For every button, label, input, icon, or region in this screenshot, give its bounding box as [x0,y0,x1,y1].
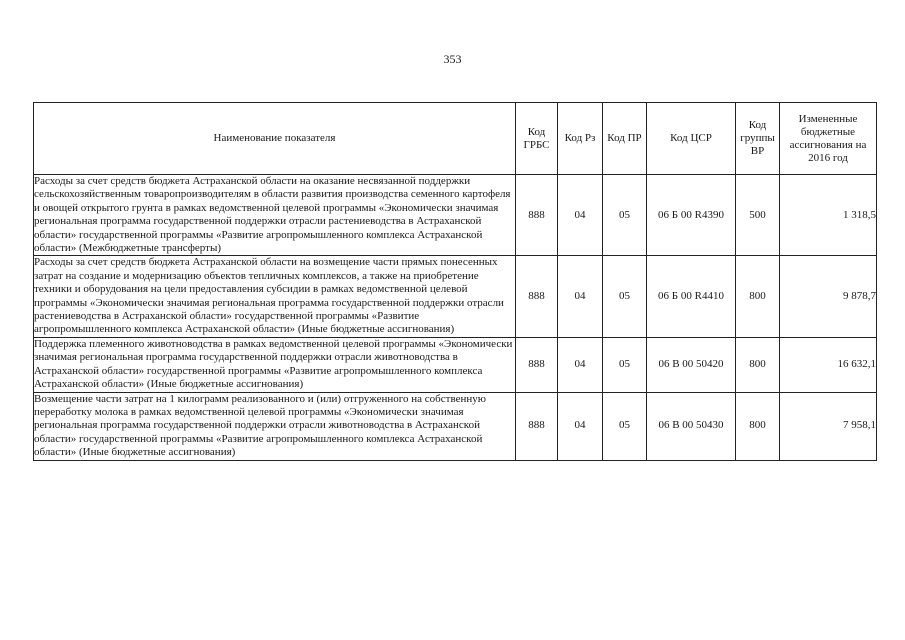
header-amount: Измененные бюджетные ассигнования на 2016 год [780,103,877,175]
row-vr: 800 [736,256,780,337]
table-row [34,337,877,392]
row-name: Расходы за счет средств бюджета Астраханской области на оказание несвязанной поддержки сельскохозяйственным товаропроизводителям в области развития производства семенного картофеля и овощей открытого грунта в рамках ведомственной целевой программы «Экономически значимая региональная программа государственной поддержки отрасли растениеводства в Астраханской области» государственной программы «Развитие агропромышленного комплекса Астраханской области» (Межбюджетные трансферты) [34,175,516,256]
row-grbs: 888 [516,392,558,460]
header-grbs: Код ГРБС [516,103,558,175]
header-name: Наименование показателя [34,103,516,175]
row-rz: 04 [558,392,603,460]
row-amount: 16 632,1 [780,337,877,392]
header-pr: Код ПР [603,103,647,175]
row-csr: 06 Б 00 R4410 [647,256,736,337]
row-pr: 05 [603,337,647,392]
row-rz: 04 [558,337,603,392]
row-vr: 500 [736,175,780,256]
row-name: Поддержка племенного животноводства в рамках ведомственной целевой программы «Экономически значимая региональная программа государственной поддержки отрасли животноводства в Астраханской области» государственной программы «Развитие агропромышленного комплекса Астраханской области» (Иные бюджетные ассигнования) [34,337,516,392]
row-csr: 06 Б 00 R4390 [647,175,736,256]
row-pr: 05 [603,392,647,460]
row-csr: 06 В 00 50420 [647,337,736,392]
row-amount: 1 318,5 [780,175,877,256]
budget-table [33,102,877,461]
row-grbs: 888 [516,337,558,392]
row-rz: 04 [558,256,603,337]
row-grbs: 888 [516,175,558,256]
row-name: Расходы за счет средств бюджета Астраханской области на возмещение части прямых понесенных затрат на создание и модернизацию объектов тепличных комплексов, а также на приобретение техники и оборудования на цели предоставления субсидии в рамках ведомственной целевой программы «Экономически значимая региональная программа государственной поддержки отрасли растениеводства в Астраханской области» государственной программы «Развитие агропромышленного комплекса Астраханской области» (Иные бюджетные ассигнования) [34,256,516,337]
header-csr: Код ЦСР [647,103,736,175]
header-rz: Код Рз [558,103,603,175]
table-row [34,256,877,337]
row-name: Возмещение части затрат на 1 килограмм реализованного и (или) отгруженного на собственную переработку молока в рамках ведомственной целевой программы «Экономически значимая региональная программа государственной поддержки отрасли животноводства в Астраханской области» государственной программы «Развитие агропромышленного комплекса Астраханской области» (Иные бюджетные ассигнования) [34,392,516,460]
row-rz: 04 [558,175,603,256]
page-number: 353 [443,52,462,66]
row-amount: 9 878,7 [780,256,877,337]
row-pr: 05 [603,175,647,256]
table-row [34,175,877,256]
row-vr: 800 [736,392,780,460]
row-csr: 06 В 00 50430 [647,392,736,460]
header-vr: Код группы ВР [736,103,780,175]
row-amount: 7 958,1 [780,392,877,460]
row-pr: 05 [603,256,647,337]
table-header-row [34,103,877,175]
row-grbs: 888 [516,256,558,337]
row-vr: 800 [736,337,780,392]
table-row [34,392,877,460]
